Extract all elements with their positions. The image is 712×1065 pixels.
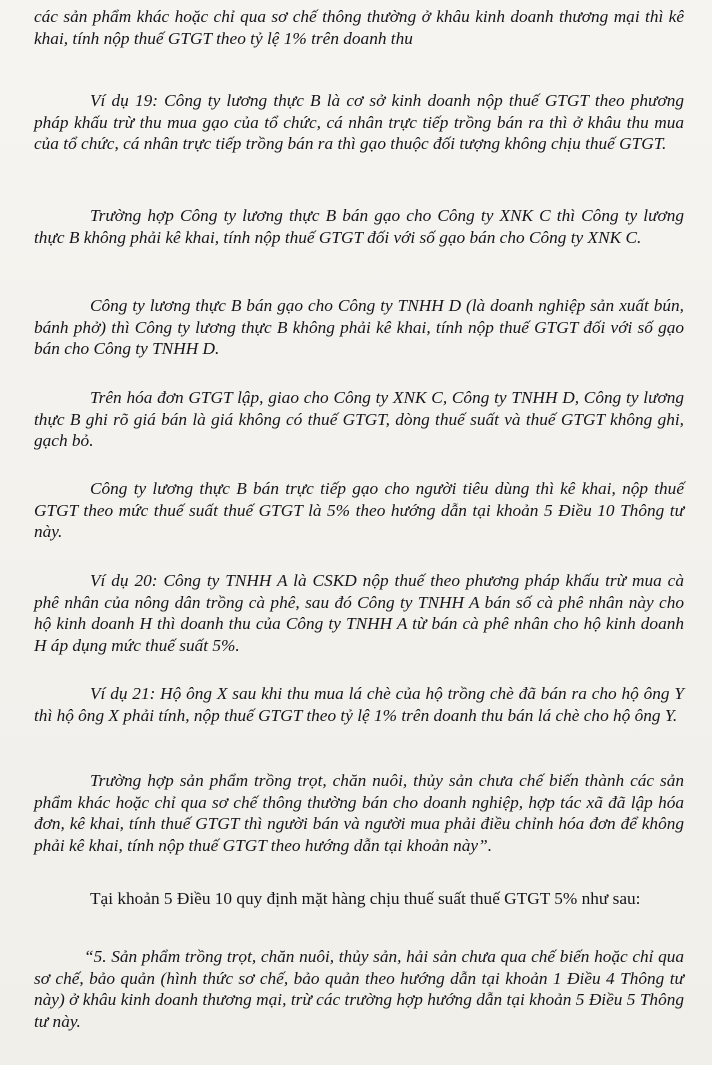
paragraph-continuation: các sản phẩm khác hoặc chỉ qua sơ chế thông thường ở khâu kinh doanh thương mại thì kê khai, tính nộp thuế GTGT theo tỷ lệ 1% trên doanh thu [34,7,684,48]
paragraph-case-tnhh-d: Công ty lương thực B bán gạo cho Công ty TNHH D (là doanh nghiệp sản xuất bún, bánh phở) thì Công ty lương thực B không phải kê khai, tính nộp thuế GTGT đối với số gạo bán cho Công ty TNHH D. [34,296,684,359]
paragraph-example-20: Ví dụ 20: Công ty TNHH A là CSKD nộp thuế theo phương pháp khấu trừ mua cà phê nhân của nông dân trồng cà phê, sau đó Công ty TNHH A bán số cà phê nhân này cho hộ kinh doanh H thì doanh thu của Công ty TNHH A từ bán cà phê nhân cho hộ kinh doanh H áp dụng mức thuế suất 5%. [34,571,684,655]
paragraph-direct-sale: Công ty lương thực B bán trực tiếp gạo cho người tiêu dùng thì kê khai, nộp thuế GTGT theo mức thuế suất thuế GTGT là 5% theo hướng dẫn tại khoản 5 Điều 10 Thông tư này. [34,479,684,542]
paragraph-clause-intro: Tại khoản 5 Điều 10 quy định mặt hàng chịu thuế suất thuế GTGT 5% như sau: [90,889,641,908]
paragraph-example-19: Ví dụ 19: Công ty lương thực B là cơ sở kinh doanh nộp thuế GTGT theo phương pháp khấu trừ thu mua gạo của tổ chức, cá nhân trực tiếp trồng bán ra thì ở khâu thu mua của tổ chức, cá nhân trực tiếp trồng bán ra thì gạo thuộc đối tượng không chịu thuế GTGT. [34,91,684,154]
paragraph-adjustment-case: Trường hợp sản phẩm trồng trọt, chăn nuôi, thủy sản chưa chế biến thành các sản phẩm khác hoặc chỉ qua sơ chế thông thường bán cho doanh nghiệp, hợp tác xã đã lập hóa đơn, kê khai, tính thuế GTGT thì người bán và người mua phải điều chỉnh hóa đơn để không phải kê khai, tính nộp thuế GTGT theo hướng dẫn tại khoản này”. [34,771,684,855]
paragraph-case-xnk-c: Trường hợp Công ty lương thực B bán gạo cho Công ty XNK C thì Công ty lương thực B không phải kê khai, tính nộp thuế GTGT đối với số gạo bán cho Công ty XNK C. [34,206,684,247]
paragraph-example-21: Ví dụ 21: Hộ ông X sau khi thu mua lá chè của hộ trồng chè đã bán ra cho hộ ông Y thì hộ ông X phải tính, nộp thuế GTGT theo tỷ lệ 1% trên doanh thu bán lá chè cho hộ ông Y. [34,684,684,725]
paragraph-clause-quote: “5. Sản phẩm trồng trọt, chăn nuôi, thủy sản, hải sản chưa qua chế biến hoặc chỉ qua sơ chế, bảo quản (hình thức sơ chế, bảo quản theo hướng dẫn tại khoản 1 Điều 4 Thông tư này) ở khâu kinh doanh thương mại, trừ các trường hợp hướng dẫn tại khoản 5 Điều 5 Thông tư này. [34,947,684,1031]
paragraph-invoice: Trên hóa đơn GTGT lập, giao cho Công ty XNK C, Công ty TNHH D, Công ty lương thực B ghi rõ giá bán là giá không có thuế GTGT, dòng thuế suất và thuế GTGT không ghi, gạch bỏ. [34,388,684,451]
